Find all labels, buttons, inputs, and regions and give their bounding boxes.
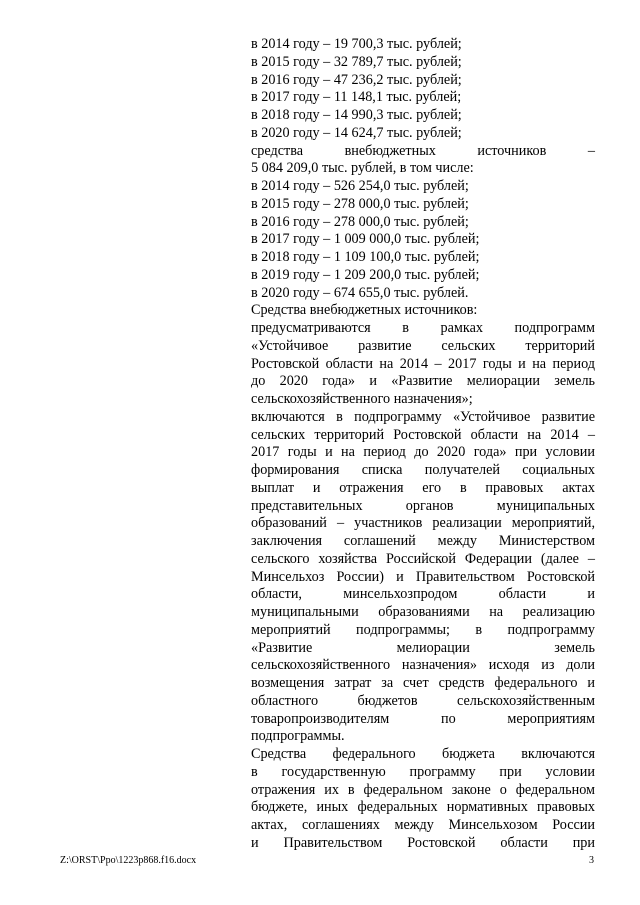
text-line: 5 084 209,0 тыс. рублей, в том числе: [251,160,474,177]
text-line: сельскохозяйственного назначения»; [251,391,473,407]
text-line: актах, соглашениях между Минсельхозом России [251,817,595,833]
text-line: в 2015 году – 32 789,7 тыс. рублей; [251,53,462,70]
text-line: в 2020 году – 14 624,7 тыс. рублей; [251,124,462,141]
text-line: в 2017 году – 1 009 000,0 тыс. рублей; [251,231,480,248]
text-line: мероприятий подпрограммы; в подпрограмму [251,621,595,638]
text-line: в 2020 году – 674 655,0 тыс. рублей. [251,284,469,301]
text-line: в 2014 году – 526 254,0 тыс. рублей; [251,178,469,194]
text-line: в 2017 году – 11 148,1 тыс. рублей; [251,89,462,106]
document-body [251,36,595,853]
text-line: муниципальными образованиями на реализацию [251,604,595,620]
text-line: заключения соглашений между Министерством [251,533,595,549]
text-line: в 2018 году – 14 990,3 тыс. рублей; [251,107,462,123]
text-line: до 2020 года» и «Развитие мелиорации земель [251,373,595,390]
text-line: предусматриваются в рамках подпрограмм [251,320,595,336]
text-line: сельского хозяйства Российской Федерации (далее – [251,550,595,567]
text-line: Средства федерального бюджета включаются [251,746,595,762]
text-line: области, минсельхозпродом области и [251,586,595,603]
text-line: в 2016 году – 47 236,2 тыс. рублей; [251,71,462,88]
text-line: сельских территорий Ростовской области на 2014 – [251,426,595,443]
text-line: «Устойчивое развитие сельских территорий [251,337,595,354]
text-line: сельскохозяйственного назначения» исходя из доли [251,657,595,674]
text-line: бюджете, иных федеральных нормативных правовых [251,799,595,816]
text-line: средства внебюджетных источников – [251,142,595,159]
page-number: 3 [589,855,594,866]
text-line: образований – участников реализации мероприятий, [251,515,595,532]
text-line: в 2015 году – 278 000,0 тыс. рублей; [251,195,469,212]
text-line: возмещения затрат за счет средств федерального и [251,675,595,691]
footer-file-path: Z:\ORST\Ppo\1223p868.f16.docx [60,855,197,866]
text-line: формирования списка получателей социальных [251,462,595,478]
text-line: Ростовской области на 2014 – 2017 годы и на период [251,355,595,372]
text-line: в 2019 году – 1 209 200,0 тыс. рублей; [251,266,480,283]
text-line: включаются в подпрограмму «Устойчивое развитие [251,408,595,425]
text-line: в 2018 году – 1 109 100,0 тыс. рублей; [251,249,480,265]
text-line: в 2014 году – 19 700,3 тыс. рублей; [251,36,462,52]
text-line: и Правительством Ростовской области при [251,834,595,851]
text-line: 2017 годы и на период до 2020 года» при условии [251,444,595,461]
text-line: областного бюджетов сельскохозяйственным [251,692,595,709]
text-line: подпрограммы. [251,728,345,745]
text-line: в 2016 году – 278 000,0 тыс. рублей; [251,213,469,230]
text-line: Минсельхоз России) и Правительством Ростовской [251,568,595,585]
text-line: выплат и отражения его в правовых актах [251,479,595,496]
text-line: «Развитие мелиорации земель [251,639,595,656]
text-line: Средства внебюджетных источников: [251,302,478,319]
text-line: отражения их в федеральном законе о федеральном [251,781,595,798]
text-line: представительных органов муниципальных [251,497,595,514]
text-line: товаропроизводителям по мероприятиям [251,710,595,727]
text-line: в государственную программу при условии [251,763,595,780]
